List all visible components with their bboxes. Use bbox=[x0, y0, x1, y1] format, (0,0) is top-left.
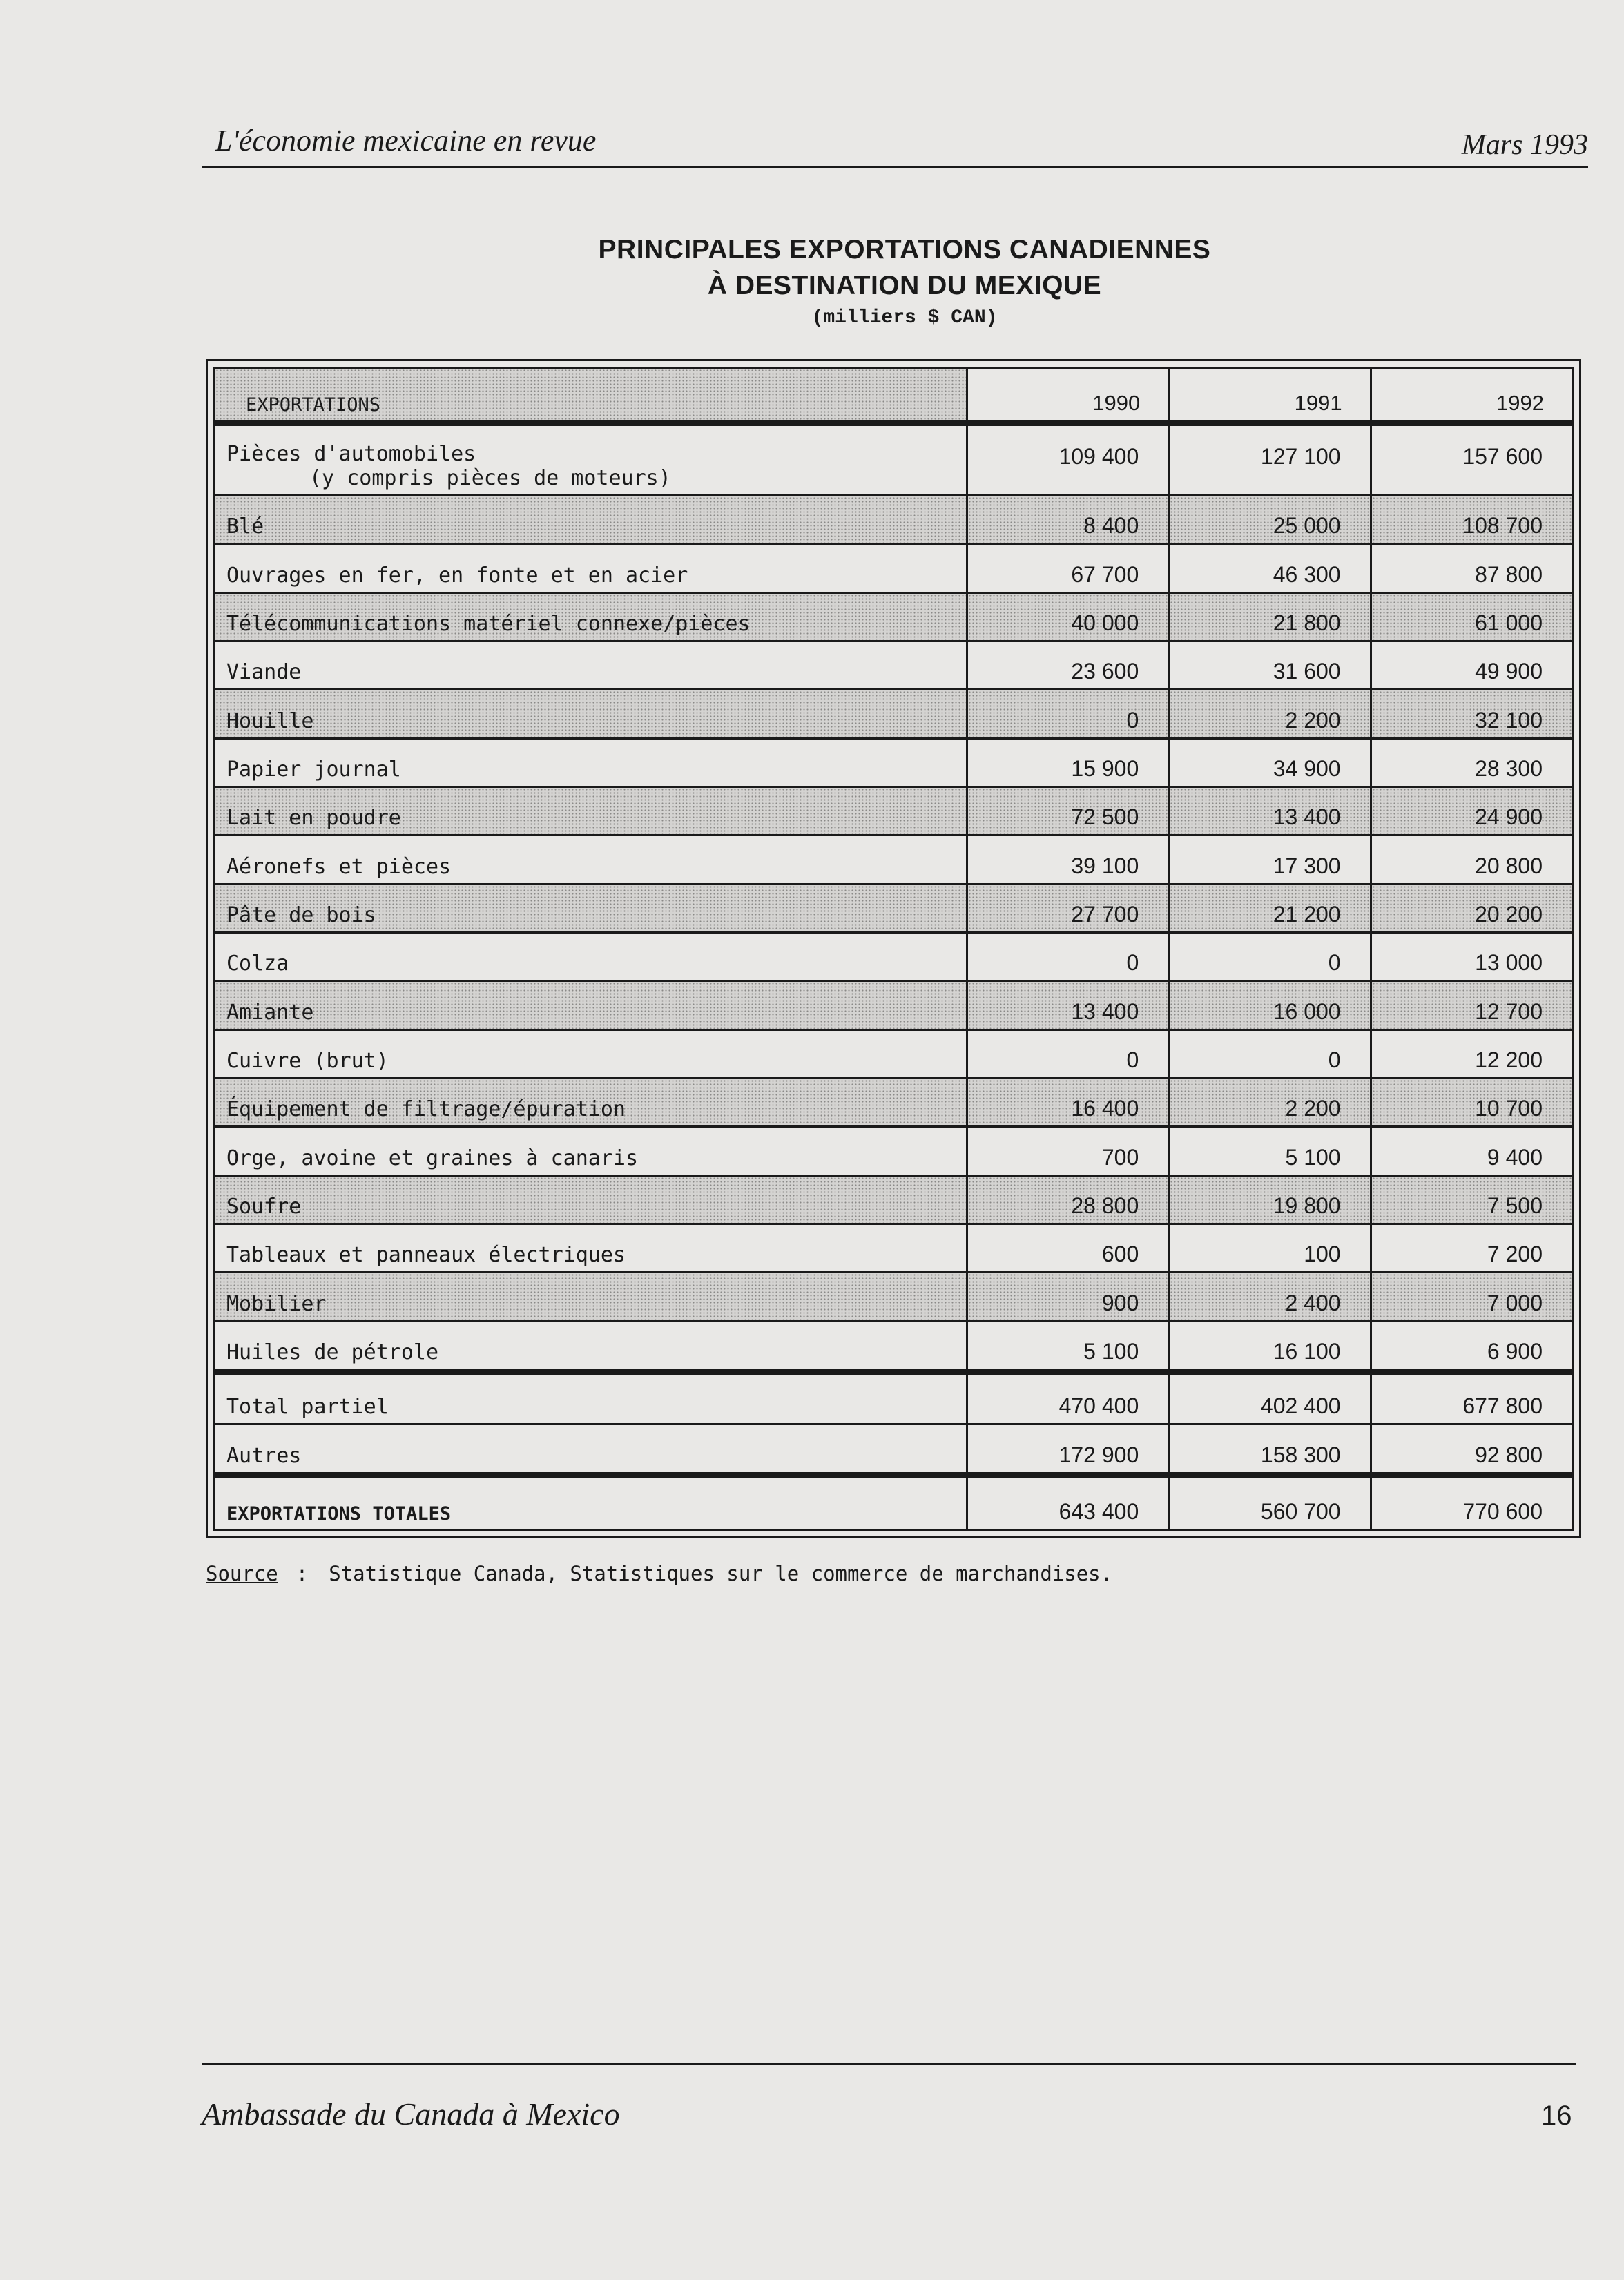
cell-1991: 25 000 bbox=[1170, 496, 1371, 545]
cell-1990: 67 700 bbox=[968, 545, 1170, 593]
cell-1990: 0 bbox=[968, 934, 1170, 982]
cell-1992: 49 900 bbox=[1372, 642, 1574, 690]
cell-1991: 21 800 bbox=[1170, 594, 1371, 642]
cell-1990: 643 400 bbox=[968, 1474, 1170, 1531]
cell-1991: 2 400 bbox=[1170, 1273, 1371, 1322]
table-row bbox=[213, 1177, 1574, 1225]
cell-1992: 24 900 bbox=[1372, 788, 1574, 836]
footer-embassy: Ambassade du Canada à Mexico bbox=[202, 2096, 620, 2132]
cell-1990: 5 100 bbox=[968, 1322, 1170, 1371]
row-label: Papier journal bbox=[213, 740, 968, 788]
cell-1990: 15 900 bbox=[968, 740, 1170, 788]
source-sep: : bbox=[296, 1562, 309, 1585]
running-header-title: L'économie mexicaine en revue bbox=[215, 124, 597, 157]
footer-rule bbox=[202, 2063, 1576, 2065]
cell-1992: 6 900 bbox=[1372, 1322, 1574, 1371]
cell-1990: 700 bbox=[968, 1128, 1170, 1176]
cell-1990: 172 900 bbox=[968, 1425, 1170, 1474]
cell-1991: 0 bbox=[1170, 1031, 1371, 1079]
table-row bbox=[213, 1322, 1574, 1371]
row-label: Lait en poudre bbox=[213, 788, 968, 836]
row-label: Tableaux et panneaux électriques bbox=[213, 1225, 968, 1273]
cell-1990: 8 400 bbox=[968, 496, 1170, 545]
cell-1990: 16 400 bbox=[968, 1079, 1170, 1128]
row-label: Blé bbox=[213, 496, 968, 545]
cell-1992: 7 200 bbox=[1372, 1225, 1574, 1273]
table-row bbox=[213, 1031, 1574, 1079]
cell-1991: 31 600 bbox=[1170, 642, 1371, 690]
subtotal-row bbox=[213, 1371, 1574, 1426]
table-row bbox=[213, 836, 1574, 885]
table-row bbox=[213, 740, 1574, 788]
cell-1991: 21 200 bbox=[1170, 885, 1371, 934]
cell-1990: 40 000 bbox=[968, 594, 1170, 642]
cell-1992: 12 200 bbox=[1372, 1031, 1574, 1079]
cell-1992: 677 800 bbox=[1372, 1371, 1574, 1426]
table-row bbox=[213, 496, 1574, 545]
row-label bbox=[213, 422, 968, 496]
table-row bbox=[213, 422, 1574, 496]
table-row bbox=[213, 1128, 1574, 1176]
row-label: Aéronefs et pièces bbox=[213, 836, 968, 885]
cell-1992: 92 800 bbox=[1372, 1425, 1574, 1474]
row-label: Huiles de pétrole bbox=[213, 1322, 968, 1371]
row-label: EXPORTATIONS TOTALES bbox=[213, 1474, 968, 1531]
row-label: Mobilier bbox=[213, 1273, 968, 1322]
cell-1990: 13 400 bbox=[968, 982, 1170, 1030]
source-label: Source bbox=[206, 1562, 278, 1585]
header-exportations: EXPORTATIONS bbox=[213, 367, 968, 422]
table-row bbox=[213, 642, 1574, 690]
cell-1992: 28 300 bbox=[1372, 740, 1574, 788]
row-label: Amiante bbox=[213, 982, 968, 1030]
cell-1992: 770 600 bbox=[1372, 1474, 1574, 1531]
row-label-main: Pièces d'automobiles bbox=[226, 442, 476, 466]
table-row bbox=[213, 885, 1574, 934]
cell-1991: 100 bbox=[1170, 1225, 1371, 1273]
row-label: Colza bbox=[213, 934, 968, 982]
total-row bbox=[213, 1474, 1574, 1531]
running-header-date: Mars 1993 bbox=[1461, 129, 1588, 161]
cell-1991: 2 200 bbox=[1170, 690, 1371, 739]
table-header-row bbox=[213, 367, 1574, 422]
row-label: Équipement de filtrage/épuration bbox=[213, 1079, 968, 1128]
cell-1992: 157 600 bbox=[1372, 422, 1574, 496]
source-text: Statistique Canada, Statistiques sur le commerce de marchandises. bbox=[329, 1562, 1113, 1585]
cell-1992: 87 800 bbox=[1372, 545, 1574, 593]
cell-1991: 19 800 bbox=[1170, 1177, 1371, 1225]
page-number: 16 bbox=[1541, 2100, 1572, 2131]
others-row bbox=[213, 1425, 1574, 1474]
cell-1991: 46 300 bbox=[1170, 545, 1371, 593]
row-label: Télécommunications matériel connexe/pièces bbox=[213, 594, 968, 642]
cell-1991: 13 400 bbox=[1170, 788, 1371, 836]
table-row bbox=[213, 1225, 1574, 1273]
row-label: Viande bbox=[213, 642, 968, 690]
row-label: Pâte de bois bbox=[213, 885, 968, 934]
table-row bbox=[213, 788, 1574, 836]
cell-1992: 7 500 bbox=[1372, 1177, 1574, 1225]
cell-1990: 900 bbox=[968, 1273, 1170, 1322]
cell-1991: 2 200 bbox=[1170, 1079, 1371, 1128]
table-unit: (milliers $ CAN) bbox=[811, 307, 998, 329]
cell-1990: 600 bbox=[968, 1225, 1170, 1273]
table-row bbox=[213, 594, 1574, 642]
cell-1992: 20 800 bbox=[1372, 836, 1574, 885]
table-row bbox=[213, 690, 1574, 739]
cell-1992: 12 700 bbox=[1372, 982, 1574, 1030]
row-label: Autres bbox=[213, 1425, 968, 1474]
table-row bbox=[213, 982, 1574, 1030]
table-row bbox=[213, 934, 1574, 982]
cell-1991: 158 300 bbox=[1170, 1425, 1371, 1474]
cell-1991: 17 300 bbox=[1170, 836, 1371, 885]
table-row bbox=[213, 1273, 1574, 1322]
cell-1990: 39 100 bbox=[968, 836, 1170, 885]
cell-1990: 28 800 bbox=[968, 1177, 1170, 1225]
row-label: Houille bbox=[213, 690, 968, 739]
cell-1992: 13 000 bbox=[1372, 934, 1574, 982]
exports-table bbox=[213, 367, 1574, 1531]
table-title-line2: À DESTINATION DU MEXIQUE bbox=[707, 271, 1102, 300]
row-label: Orge, avoine et graines à canaris bbox=[213, 1128, 968, 1176]
cell-1992: 10 700 bbox=[1372, 1079, 1574, 1128]
cell-1992: 108 700 bbox=[1372, 496, 1574, 545]
cell-1992: 32 100 bbox=[1372, 690, 1574, 739]
source-note bbox=[206, 1562, 1112, 1585]
table-title-line1: PRINCIPALES EXPORTATIONS CANADIENNES bbox=[598, 235, 1211, 264]
table-row bbox=[213, 545, 1574, 593]
cell-1991: 127 100 bbox=[1170, 422, 1371, 496]
cell-1990: 109 400 bbox=[968, 422, 1170, 496]
cell-1991: 16 100 bbox=[1170, 1322, 1371, 1371]
cell-1990: 27 700 bbox=[968, 885, 1170, 934]
cell-1991: 402 400 bbox=[1170, 1371, 1371, 1426]
header-1991: 1991 bbox=[1170, 367, 1371, 422]
cell-1990: 0 bbox=[968, 1031, 1170, 1079]
cell-1992: 61 000 bbox=[1372, 594, 1574, 642]
row-label: Total partiel bbox=[213, 1371, 968, 1426]
cell-1992: 20 200 bbox=[1372, 885, 1574, 934]
row-label: Ouvrages en fer, en fonte et en acier bbox=[213, 545, 968, 593]
exports-table-frame bbox=[206, 359, 1581, 1538]
cell-1991: 34 900 bbox=[1170, 740, 1371, 788]
row-label: Soufre bbox=[213, 1177, 968, 1225]
row-sublabel: (y compris pièces de moteurs) bbox=[309, 466, 671, 490]
cell-1991: 0 bbox=[1170, 934, 1371, 982]
cell-1990: 0 bbox=[968, 690, 1170, 739]
cell-1992: 7 000 bbox=[1372, 1273, 1574, 1322]
row-label: Cuivre (brut) bbox=[213, 1031, 968, 1079]
cell-1990: 72 500 bbox=[968, 788, 1170, 836]
cell-1991: 16 000 bbox=[1170, 982, 1371, 1030]
header-rule bbox=[202, 166, 1588, 168]
cell-1991: 560 700 bbox=[1170, 1474, 1371, 1531]
cell-1992: 9 400 bbox=[1372, 1128, 1574, 1176]
cell-1990: 470 400 bbox=[968, 1371, 1170, 1426]
header-1992: 1992 bbox=[1372, 367, 1574, 422]
cell-1991: 5 100 bbox=[1170, 1128, 1371, 1176]
header-1990: 1990 bbox=[968, 367, 1170, 422]
cell-1990: 23 600 bbox=[968, 642, 1170, 690]
table-row bbox=[213, 1079, 1574, 1128]
